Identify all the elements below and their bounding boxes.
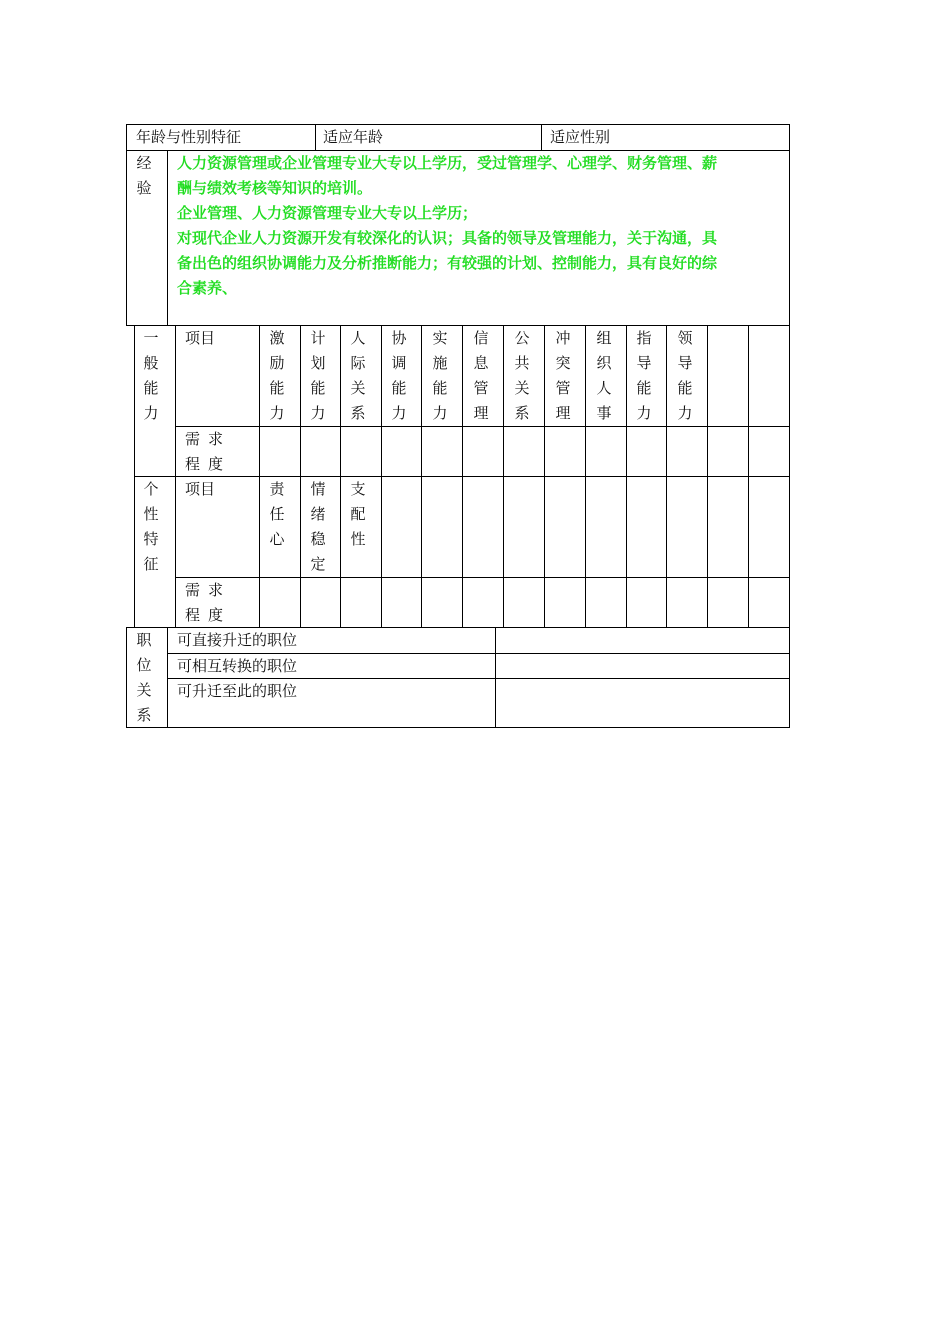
- general-item: 信息管理: [473, 329, 489, 422]
- position-row-label: 可直接升迁的职位: [177, 631, 298, 649]
- experience-line: 人力资源管理或企业管理专业大专以上学历，受过管理学、心理学、财务管理、薪: [177, 154, 718, 172]
- general-demand-label: 需求程度: [185, 430, 232, 473]
- position-row-label: 可升迁至此的职位: [177, 682, 298, 700]
- general-ability-label: 一般能力: [143, 329, 159, 422]
- experience-text: [177, 151, 783, 301]
- experience-line: 合素养、: [177, 279, 238, 297]
- personality-item: 支配性: [350, 480, 366, 548]
- experience-label: 经验: [136, 154, 152, 197]
- general-item-label: 项目: [185, 329, 216, 347]
- personality-item-label: 项目: [185, 480, 216, 498]
- personality-label: 个性特征: [143, 480, 159, 573]
- experience-line: 酬与绩效考核等知识的培训。: [177, 179, 373, 197]
- general-item: 公共关系: [514, 329, 530, 422]
- general-item: 冲突管理: [555, 329, 571, 422]
- position-row-label: 可相互转换的职位: [177, 657, 298, 675]
- general-item: 人际关系: [350, 329, 366, 422]
- experience-line: 对现代企业人力资源开发有较深化的认识；具备的领导及管理能力，关于沟通，具: [177, 229, 718, 247]
- general-item: 组织人事: [596, 329, 612, 422]
- personality-item: 责任心: [269, 480, 285, 548]
- experience-line: 企业管理、人力资源管理专业大专以上学历；: [177, 204, 478, 222]
- general-item: 协调能力: [391, 329, 407, 422]
- general-item: 激励能力: [269, 329, 285, 422]
- general-item: 指导能力: [636, 329, 652, 422]
- suitable-age-label: 适应年龄: [323, 128, 384, 146]
- position-relation-label: 职位关系: [136, 631, 152, 724]
- general-item: 领导能力: [677, 329, 693, 422]
- age-gender-label: 年龄与性别特征: [136, 128, 242, 146]
- personality-item: 情绪稳定: [310, 480, 326, 573]
- suitable-gender-label: 适应性别: [550, 128, 611, 146]
- general-item: 计划能力: [310, 329, 326, 422]
- experience-line: 备出色的组织协调能力及分析推断能力；有较强的计划、控制能力，具有良好的综: [177, 254, 718, 272]
- personality-demand-label: 需求程度: [185, 581, 232, 624]
- general-item: 实施能力: [432, 329, 448, 422]
